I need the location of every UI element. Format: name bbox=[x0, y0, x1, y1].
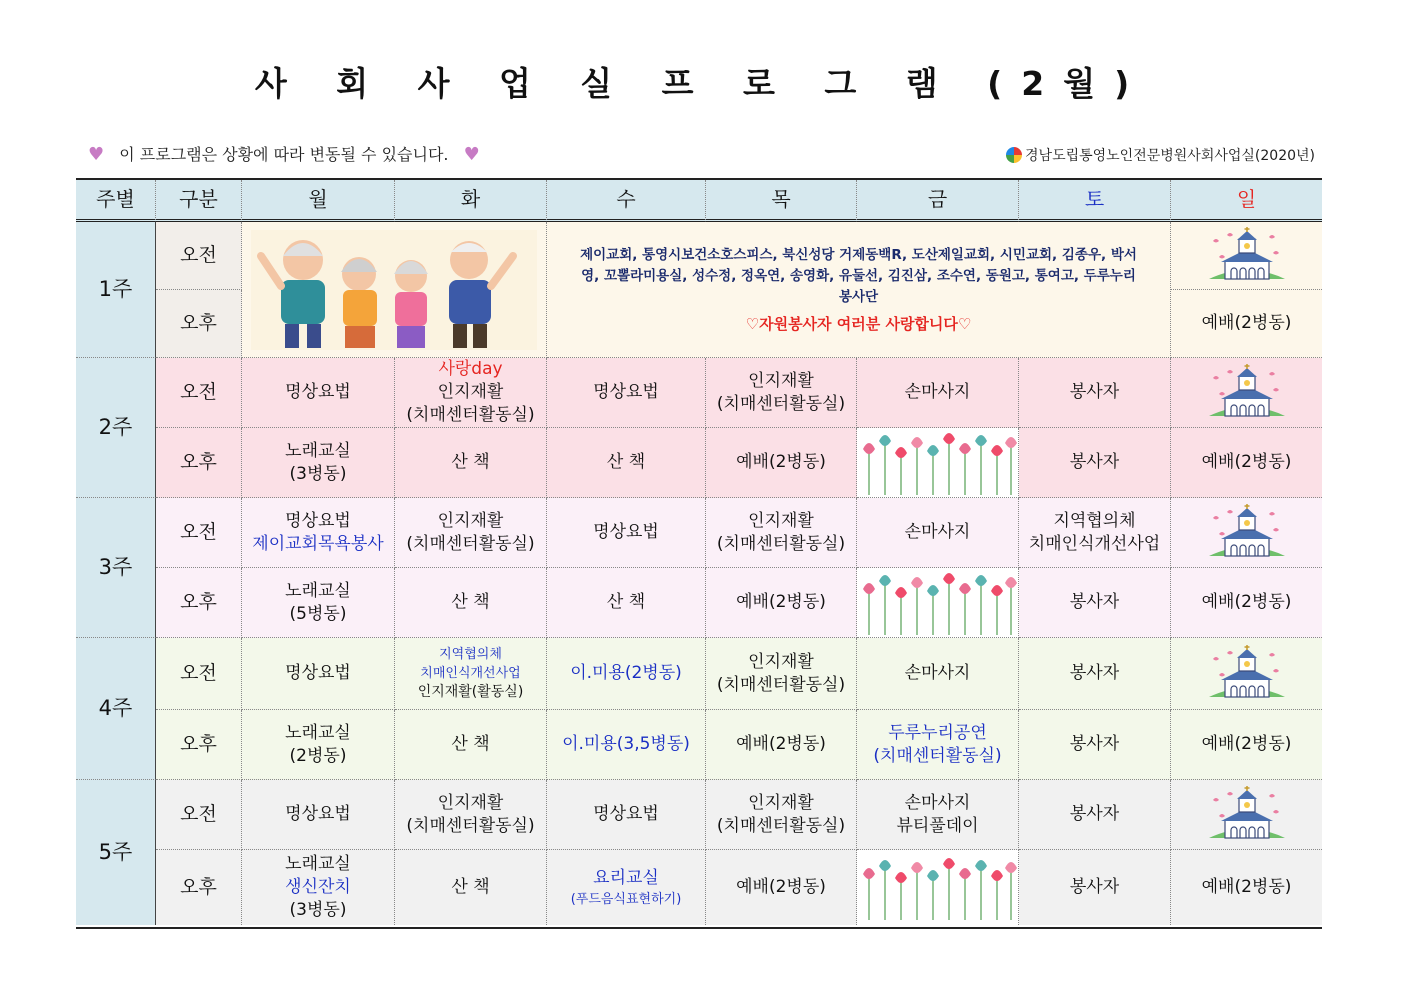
cell-line: 손마사지 bbox=[904, 792, 971, 813]
cell-line: (치매센터활동실) bbox=[406, 815, 535, 836]
cell-line: 인지재활(활동실) bbox=[417, 684, 524, 700]
page-title: 사 회 사 업 실 프 로 그 램 (2월) bbox=[254, 64, 1149, 103]
week-2-label: 2주 bbox=[76, 358, 156, 498]
week-4-tue-am bbox=[395, 638, 547, 710]
cell-line: 인지재활 bbox=[437, 382, 504, 402]
cell-line: (치매센터활동실) bbox=[716, 533, 846, 554]
cell-line: 지역협의체 bbox=[439, 647, 502, 662]
week-1-volunteer-announcement bbox=[547, 222, 1171, 358]
week-3-pm: 오후 bbox=[156, 568, 242, 638]
week-3-wed-pm: 산 책 bbox=[547, 568, 706, 638]
cell-line: 인지재활 bbox=[748, 510, 814, 531]
week-3-tue-pm: 산 책 bbox=[395, 568, 547, 638]
week-4-thu-am bbox=[706, 638, 857, 710]
header-wednesday: 수 bbox=[547, 180, 706, 222]
week-3-fri-am: 손마사지 bbox=[857, 498, 1019, 568]
church-icon bbox=[1171, 498, 1322, 568]
notice bbox=[88, 142, 480, 165]
church-icon bbox=[1171, 222, 1322, 290]
week-4-tue-pm: 산 책 bbox=[395, 710, 547, 780]
week-3-label: 3주 bbox=[76, 498, 156, 638]
week-3-am: 오전 bbox=[156, 498, 242, 568]
header-saturday: 토 bbox=[1019, 180, 1171, 222]
tulips-illustration bbox=[857, 428, 1019, 498]
cell-line: 뷰티풀데이 bbox=[896, 815, 979, 836]
week-3-sat-pm: 봉사자 bbox=[1019, 568, 1171, 638]
week-5-mon-am: 명상요법 bbox=[242, 780, 395, 850]
cell-line: (치매센터활동실) bbox=[406, 405, 535, 425]
week-1-am: 오전 bbox=[156, 222, 242, 290]
week-4-sat-am: 봉사자 bbox=[1019, 638, 1171, 710]
organization-name: 경남도립통영노인전문병원사회사업실(2020년) bbox=[1025, 148, 1315, 164]
header-monday: 월 bbox=[242, 180, 395, 222]
church-icon bbox=[1171, 638, 1322, 710]
header-sunday: 일 bbox=[1171, 180, 1322, 222]
week-4-thu-pm: 예배(2병동) bbox=[706, 710, 857, 780]
cell-line: 명상요법 bbox=[285, 510, 351, 531]
cell-line: (치매센터활동실) bbox=[873, 745, 1002, 766]
week-4-sun-pm: 예배(2병동) bbox=[1171, 710, 1322, 780]
volunteer-thanks: ♡자원봉사자 여러분 사랑합니다♡ bbox=[745, 314, 972, 333]
cell-line: 치매인식개선사업 bbox=[420, 666, 521, 681]
week-5-sat-am: 봉사자 bbox=[1019, 780, 1171, 850]
love-day-label: 사랑day bbox=[438, 359, 503, 379]
week-2-sat-am: 봉사자 bbox=[1019, 358, 1171, 428]
week-2-mon-am: 명상요법 bbox=[242, 358, 395, 428]
week-1-label: 1주 bbox=[76, 222, 156, 358]
week-4-mon-am: 명상요법 bbox=[242, 638, 395, 710]
heart-icon: ♥ bbox=[463, 144, 480, 165]
church-icon bbox=[1171, 358, 1322, 428]
week-4-wed-pm: 이.미용(3,5병동) bbox=[547, 710, 706, 780]
week-1-pm: 오후 bbox=[156, 290, 242, 358]
week-2-fri-am: 손마사지 bbox=[857, 358, 1019, 428]
volunteer-list: 제이교회, 통영시보건소호스피스, 북신성당 거제동백R, 도산제일교회, 시민교회, 김종우, 박서영, 꼬뽈라미용실, 성수정, 정옥연, 송영화, 유둘선, 김진삼, 조수연, 동원고, 통여고, 두루누리봉사단 bbox=[580, 246, 1137, 305]
cell-line: 노래교실 bbox=[285, 722, 351, 743]
week-4-wed-am: 이.미용(2병동) bbox=[547, 638, 706, 710]
program-schedule-table bbox=[76, 178, 1322, 929]
week-3-sun-pm: 예배(2병동) bbox=[1171, 568, 1322, 638]
header-friday: 금 bbox=[857, 180, 1019, 222]
week-5-mon-pm bbox=[242, 850, 395, 925]
week-4-label: 4주 bbox=[76, 638, 156, 780]
header-division: 구분 bbox=[156, 180, 242, 222]
church-icon bbox=[1171, 780, 1322, 850]
week-2-tue-pm: 산 책 bbox=[395, 428, 547, 498]
week-5-sun-pm: 예배(2병동) bbox=[1201, 877, 1292, 897]
cell-line: (2병동) bbox=[289, 745, 347, 766]
cell-line: 인지재활 bbox=[437, 792, 504, 813]
hospital-logo-icon bbox=[1006, 147, 1022, 163]
organization-label bbox=[1006, 145, 1315, 165]
header-week: 주별 bbox=[76, 180, 156, 222]
week-5-thu-am bbox=[706, 780, 857, 850]
cell-line: 노래교실 bbox=[285, 854, 351, 874]
week-3-mon-pm bbox=[242, 568, 395, 638]
week-5-wed-am: 명상요법 bbox=[547, 780, 706, 850]
week-2-sat-pm: 봉사자 bbox=[1019, 428, 1171, 498]
cell-line: 생신잔치 bbox=[285, 877, 351, 897]
cell-line: (치매센터활동실) bbox=[716, 815, 846, 836]
elderly-people-illustration bbox=[242, 222, 547, 358]
cell-line: (푸드음식표현하기) bbox=[570, 891, 682, 907]
week-3-mon-am bbox=[242, 498, 395, 568]
cell-line: 인지재활 bbox=[748, 370, 814, 391]
week-5-wed-pm bbox=[547, 850, 706, 925]
cell-line: (치매센터활동실) bbox=[716, 393, 846, 414]
week-5-sat-pm: 봉사자 bbox=[1019, 850, 1171, 925]
week-2-mon-pm bbox=[242, 428, 395, 498]
tulips-illustration bbox=[857, 850, 1019, 925]
heart-icon: ♥ bbox=[88, 144, 105, 165]
header-thursday: 목 bbox=[706, 180, 857, 222]
week-1-sun-pm: 예배(2병동) bbox=[1171, 290, 1322, 358]
cell-line: 인지재활 bbox=[437, 510, 504, 531]
cell-line: 인지재활 bbox=[748, 651, 814, 672]
week-2-sun-pm: 예배(2병동) bbox=[1171, 428, 1322, 498]
week-3-thu-pm: 예배(2병동) bbox=[706, 568, 857, 638]
week-2-wed-pm: 산 책 bbox=[547, 428, 706, 498]
week-5-fri-am bbox=[857, 780, 1019, 850]
week-3-wed-am: 명상요법 bbox=[547, 498, 706, 568]
cell-line: (치매센터활동실) bbox=[716, 674, 846, 695]
week-4-pm: 오후 bbox=[156, 710, 242, 780]
cell-line: 노래교실 bbox=[285, 580, 351, 601]
week-3-tue-am bbox=[395, 498, 547, 568]
cell-line: 노래교실 bbox=[285, 440, 351, 461]
week-5-tue-pm: 산 책 bbox=[395, 850, 547, 925]
week-2-am: 오전 bbox=[156, 358, 242, 428]
week-5-pm: 오후 bbox=[156, 850, 242, 925]
week-4-mon-pm bbox=[242, 710, 395, 780]
week-2-pm: 오후 bbox=[156, 428, 242, 498]
cell-line: 두루누리공연 bbox=[888, 722, 987, 743]
week-4-fri-pm bbox=[857, 710, 1019, 780]
cell-line: 치매인식개선사업 bbox=[1028, 533, 1161, 554]
cell-line: (3병동) bbox=[289, 463, 347, 484]
week-3-sat-am bbox=[1019, 498, 1171, 568]
week-3-thu-am bbox=[706, 498, 857, 568]
notice-text: 이 프로그램은 상황에 따라 변동될 수 있습니다. bbox=[119, 145, 449, 164]
cell-line: (5병동) bbox=[289, 603, 347, 624]
week-5-label: 5주 bbox=[76, 780, 156, 925]
tulips-illustration bbox=[857, 568, 1019, 638]
week-5-am: 오전 bbox=[156, 780, 242, 850]
cell-line: 지역협의체 bbox=[1053, 510, 1136, 531]
cell-line: 인지재활 bbox=[748, 792, 814, 813]
week-2-thu-am bbox=[706, 358, 857, 428]
week-4-fri-am: 손마사지 bbox=[857, 638, 1019, 710]
week-4-sat-pm: 봉사자 bbox=[1019, 710, 1171, 780]
cell-line: 요리교실 bbox=[593, 867, 659, 888]
week-2-thu-pm: 예배(2병동) bbox=[706, 428, 857, 498]
week-5-tue-am bbox=[395, 780, 547, 850]
week-2-wed-am: 명상요법 bbox=[547, 358, 706, 428]
cell-line: 제이교회목욕봉사 bbox=[252, 533, 384, 554]
header-tuesday: 화 bbox=[395, 180, 547, 222]
week-5-thu-pm: 예배(2병동) bbox=[706, 850, 857, 925]
cell-line: (3병동) bbox=[289, 900, 347, 920]
cell-line: (치매센터활동실) bbox=[406, 533, 535, 554]
week-4-am: 오전 bbox=[156, 638, 242, 710]
week-2-tue-am bbox=[395, 358, 547, 428]
